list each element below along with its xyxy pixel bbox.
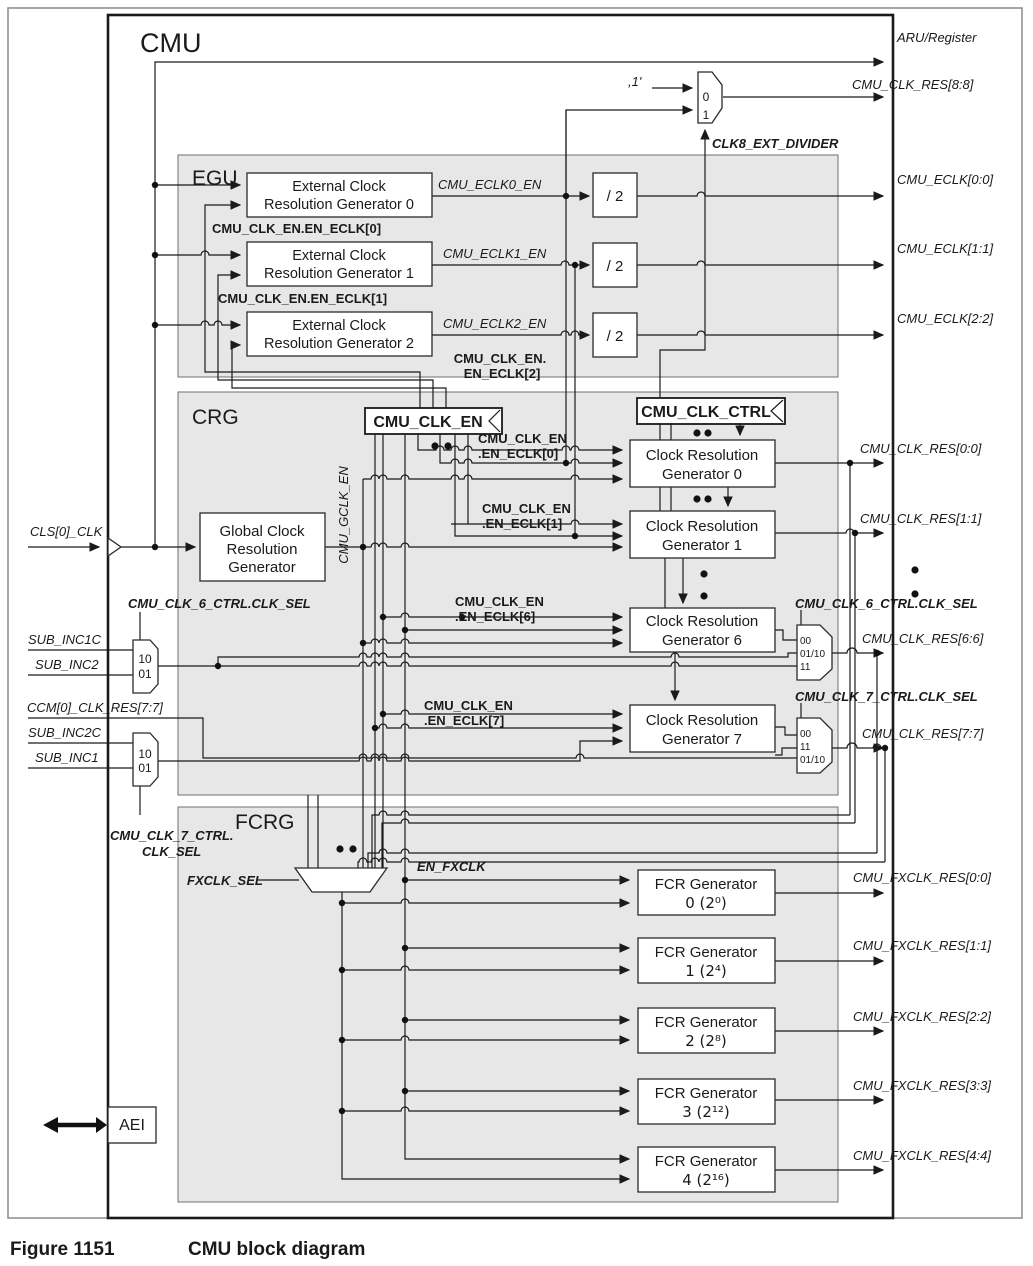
mux-sub2-in-10: 10	[138, 747, 152, 761]
div2-label-0: / 2	[606, 188, 624, 205]
fcr-generator-2	[638, 1008, 775, 1053]
constant-one-label: ,1'	[628, 74, 642, 89]
left-clk6-ctrl-sel-label: CMU_CLK_6_CTRL.CLK_SEL	[128, 596, 311, 611]
fcr1-line2: 1 (2⁴)	[685, 962, 727, 980]
egu-title: EGU	[192, 167, 238, 190]
en-eclk2-label-l2: EN_ECLK[2]	[463, 366, 541, 381]
cls-input-buffer	[108, 538, 121, 556]
cmu-clk-res6-label: CMU_CLK_RES[6:6]	[862, 631, 984, 646]
cmu-clk-res0-label: CMU_CLK_RES[0:0]	[860, 441, 982, 456]
crg0-line2: Generator 0	[661, 466, 743, 483]
sub-inc2-label: SUB_INC2	[35, 657, 99, 672]
sub-inc1-label: SUB_INC1	[35, 750, 99, 765]
cmu-gclk-en-label: CMU_GCLK_EN	[336, 466, 351, 564]
sub-inc-mux-1	[133, 640, 158, 693]
clk7-sel-mux	[797, 718, 832, 773]
cmu-fxclk-res3-label: CMU_FXCLK_RES[3:3]	[853, 1078, 991, 1093]
div2-block-1	[593, 243, 637, 287]
clock-res-gen-0	[630, 440, 775, 487]
mux-input-0-label: 0	[702, 90, 710, 104]
sub-inc-mux-2	[133, 733, 158, 786]
mux-sub2-in-01: 01	[138, 761, 152, 775]
fcrg-title: FCRG	[235, 811, 295, 834]
cmu-clk-ctrl-register	[637, 398, 785, 424]
en-eclk1-label: CMU_CLK_EN.EN_ECLK[1]	[218, 291, 388, 306]
cmu-eclk1-en-label: CMU_ECLK1_EN	[443, 246, 547, 261]
left-clk7-ctrl-sel-l2: CLK_SEL	[142, 844, 202, 859]
left-clk7-ctrl-sel-l1: CMU_CLK_7_CTRL.	[110, 828, 234, 843]
fcr-generator-4	[638, 1147, 775, 1192]
gcrg-line2: Resolution	[226, 541, 298, 558]
aei-interface	[43, 1107, 156, 1143]
fcr4-line1: FCR Generator	[654, 1153, 758, 1170]
ext-clock-res-gen-0	[247, 173, 432, 217]
div2-label-1: / 2	[606, 258, 624, 275]
figure-title: CMU block diagram	[188, 1239, 366, 1260]
global-clock-res-generator	[200, 513, 325, 581]
cmu-clk-res7-label: CMU_CLK_RES[7:7]	[862, 726, 984, 741]
cmu-clk-ctrl-register-label: CMU_CLK_CTRL	[641, 404, 771, 421]
mux6-in-0110: 01/10	[800, 649, 826, 660]
crg-en7-l1: CMU_CLK_EN	[424, 698, 513, 713]
mux7-in-0110: 01/10	[800, 755, 826, 766]
crg-en1-l2: .EN_ECLK[1]	[482, 516, 563, 531]
crg-en0-l1: CMU_CLK_EN	[478, 431, 567, 446]
ecrg2-line1: External Clock	[292, 318, 386, 334]
fcrg-region	[178, 807, 838, 1202]
fcr2-line2: 2 (2⁸)	[685, 1032, 727, 1050]
crg1-line2: Generator 1	[661, 537, 743, 554]
fcr2-line1: FCR Generator	[654, 1014, 758, 1031]
cmu-eclk0-port-label: CMU_ECLK[0:0]	[897, 172, 994, 187]
ccm-clk-res-label: CCM[0]_CLK_RES[7:7]	[27, 700, 163, 715]
clk8-ext-divider-label: CLK8_EXT_DIVIDER	[712, 136, 839, 151]
sub-inc2c-label: SUB_INC2C	[28, 725, 101, 740]
mux-sub1-in-10: 10	[138, 652, 152, 666]
crg-title: CRG	[192, 406, 239, 429]
fcr-generator-1	[638, 938, 775, 983]
crg6-line1: Clock Resolution	[645, 613, 759, 630]
crg-en0-l2: .EN_ECLK[0]	[478, 446, 559, 461]
cmu-eclk2-en-label: CMU_ECLK2_EN	[443, 316, 547, 331]
cmu-fxclk-res1-label: CMU_FXCLK_RES[1:1]	[853, 938, 991, 953]
sub-inc1c-label: SUB_INC1C	[28, 632, 101, 647]
gcrg-line1: Global Clock	[219, 523, 305, 540]
cmu-clk-res1-label: CMU_CLK_RES[1:1]	[860, 511, 982, 526]
aei-label: AEI	[119, 1117, 145, 1134]
crg7-line1: Clock Resolution	[645, 712, 759, 729]
ecrg1-line1: External Clock	[292, 248, 386, 264]
fxclk-sel-label: FXCLK_SEL	[187, 873, 263, 888]
cmu-clk7-ctrl-sel-label: CMU_CLK_7_CTRL.CLK_SEL	[795, 689, 978, 704]
cmu-eclk2-port-label: CMU_ECLK[2:2]	[897, 311, 994, 326]
crg-en6-l1: CMU_CLK_EN	[455, 594, 544, 609]
cmu-fxclk-res4-label: CMU_FXCLK_RES[4:4]	[853, 1148, 991, 1163]
clk8-ext-divider-mux	[698, 72, 722, 123]
fcr0-line1: FCR Generator	[654, 876, 758, 893]
mux-sub1-in-01: 01	[138, 667, 152, 681]
ecrg1-line2: Resolution Generator 1	[264, 266, 414, 282]
gcrg-line3: Generator	[228, 559, 296, 576]
fxclk-sel-mux	[295, 868, 387, 892]
ecrg0-line1: External Clock	[292, 179, 386, 195]
aru-register-label: ARU/Register	[897, 30, 977, 45]
div2-block-0	[593, 173, 637, 217]
ecrg2-line2: Resolution Generator 2	[264, 336, 414, 352]
cmu-clk-res8-label: CMU_CLK_RES[8:8]	[852, 77, 974, 92]
cmu-clk6-ctrl-sel-label: CMU_CLK_6_CTRL.CLK_SEL	[795, 596, 978, 611]
clock-res-gen-1	[630, 511, 775, 558]
cmu-eclk1-port-label: CMU_ECLK[1:1]	[897, 241, 994, 256]
fcr0-line2: 0 (2⁰)	[685, 894, 727, 912]
crg-en7-l2: .EN_ECLK[7]	[424, 713, 505, 728]
fcr-generator-3	[638, 1079, 775, 1124]
clk6-sel-mux	[797, 625, 832, 680]
ext-clock-res-gen-1	[247, 242, 432, 286]
mux7-in-11: 11	[800, 742, 811, 753]
crg7-line2: Generator 7	[661, 731, 743, 748]
crg-en1-l1: CMU_CLK_EN	[482, 501, 571, 516]
clock-res-gen-7	[630, 705, 775, 752]
mux6-in-11: 11	[800, 662, 811, 673]
crg1-line1: Clock Resolution	[645, 518, 759, 535]
cmu-fxclk-res2-label: CMU_FXCLK_RES[2:2]	[853, 1009, 991, 1024]
cmu-eclk0-en-label: CMU_ECLK0_EN	[438, 177, 542, 192]
cmu-fxclk-res0-label: CMU_FXCLK_RES[0:0]	[853, 870, 991, 885]
cls0-clk-label: CLS[0]_CLK	[30, 524, 103, 539]
aei-arrow-left	[43, 1117, 58, 1133]
mux6-in-00: 00	[800, 636, 812, 647]
cmu-clk-en-register-label: CMU_CLK_EN	[373, 414, 483, 431]
fcr3-line2: 3 (2¹²)	[682, 1103, 730, 1121]
crg0-line1: Clock Resolution	[645, 447, 759, 464]
aei-arrow-right	[96, 1117, 107, 1133]
figure-number: Figure 1151	[10, 1239, 115, 1260]
fcr1-line1: FCR Generator	[654, 944, 758, 961]
fcr3-line1: FCR Generator	[654, 1085, 758, 1102]
fcr4-line2: 4 (2¹⁶)	[682, 1171, 730, 1189]
en-eclk2-label-l1: CMU_CLK_EN.	[453, 351, 547, 366]
clock-res-gen-6	[630, 608, 775, 652]
cmu-title: CMU	[140, 28, 202, 58]
div2-label-2: / 2	[606, 328, 624, 345]
mux7-in-00: 00	[800, 729, 812, 740]
mux-input-1-label: 1	[702, 108, 710, 122]
en-fxclk-label: EN_FXCLK	[417, 859, 486, 874]
ecrg0-line2: Resolution Generator 0	[264, 197, 414, 213]
crg-en6-l2: .EN_ECLK[6]	[455, 609, 536, 624]
ext-clock-res-gen-2	[247, 312, 432, 356]
div2-block-2	[593, 313, 637, 357]
en-eclk0-label: CMU_CLK_EN.EN_ECLK[0]	[212, 221, 382, 236]
fcr-generator-0	[638, 870, 775, 915]
crg6-line2: Generator 6	[661, 632, 743, 649]
